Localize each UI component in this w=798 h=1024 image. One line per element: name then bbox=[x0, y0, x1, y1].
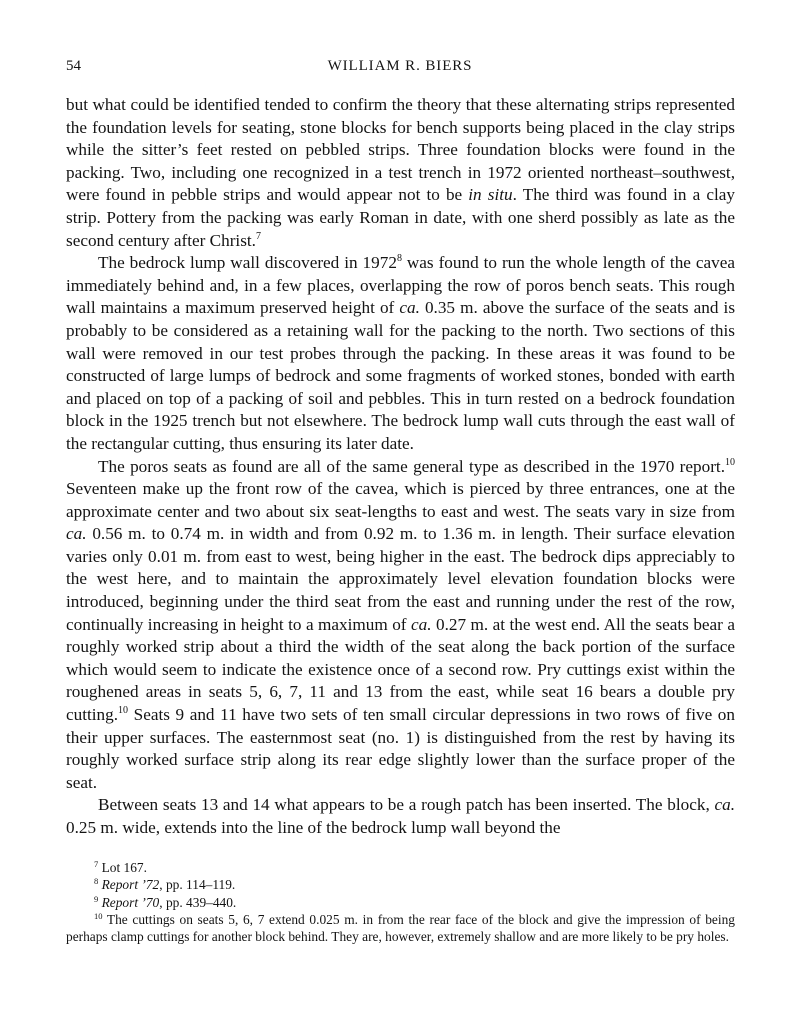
p3-text-b: Seventeen make up the front row of the cavea, which is pierced by three entrances, one at the approximate center and two about six seat-lengths to east and west. The seats vary in size from bbox=[66, 479, 735, 521]
footnote-9 bbox=[66, 894, 735, 911]
footnotes bbox=[66, 859, 735, 945]
p1-text-b: . The third was found in a clay strip. Pottery from the packing was early Roman in date, with one sherd possibly as late as the second century after Christ. bbox=[66, 185, 736, 250]
footnote-ref-10[interactable]: 10 bbox=[118, 705, 129, 717]
footnote-ref-9[interactable]: 10 bbox=[725, 456, 735, 468]
paragraph-2 bbox=[66, 252, 735, 455]
p2-text-a: The bedrock lump wall discovered in 1972 bbox=[98, 253, 397, 273]
p3-text-d: 0.27 m. at the west end. All the seats bear a roughly worked strip about a third the width of the seat along the back portion of the surface which would seem to indicate the existence once of a second row. Pry cuttings exist within the roughened areas in seats 5, 6, 7, 11 and 13 from the east, while seat 16 bears a double pry cutting. bbox=[66, 614, 735, 725]
footnote-7-text: Lot 167. bbox=[98, 860, 147, 875]
footnote-7-number: 7 bbox=[94, 859, 99, 869]
running-head: WILLIAM R. BIERS bbox=[327, 58, 473, 74]
p3-italic-ca-2: ca. bbox=[411, 614, 432, 634]
p2-text-b: was found to run the whole length of the cavea immediately behind and, in a few places, overlapping the row of poros bench seats. This rough wall maintains a maximum preserved height of bbox=[66, 253, 735, 318]
p3-text-a: The poros seats as found are all of the same general type as described in the 1970 report. bbox=[98, 456, 725, 476]
footnote-9-title: Report ’70 bbox=[101, 894, 160, 910]
footnote-ref-7[interactable]: 7 bbox=[255, 230, 261, 242]
footnote-7 bbox=[66, 859, 735, 876]
footnote-8-text: , pp. 114–119. bbox=[159, 877, 236, 893]
body-text bbox=[66, 94, 735, 840]
p4-text-a: Between seats 13 and 14 what appears to be a rough patch has been inserted. The block, bbox=[98, 795, 715, 815]
p1-text-a: but what could be identified tended to confirm the theory that these alternating strips represented the foundation levels for seating, stone blocks for bench supports being placed in the clay strips while the sitter’s feet rested on pebbled strips. Three foundation blocks were found in the packing. Two, including one recognized in a test trench in 1972 oriented northeast–southwest, were found in pebble strips and would appear not to be bbox=[66, 95, 735, 205]
p1-italic-in-situ: in situ bbox=[468, 185, 513, 205]
page-header bbox=[66, 58, 734, 78]
footnote-ref-8[interactable]: 8 bbox=[396, 253, 402, 265]
p2-italic-ca: ca. bbox=[399, 298, 420, 318]
paragraph-4 bbox=[66, 794, 735, 839]
footnote-8-number: 8 bbox=[94, 876, 99, 887]
p4-italic-ca: ca. bbox=[714, 795, 735, 815]
p3-italic-ca-1: ca. bbox=[66, 524, 87, 544]
footnote-10 bbox=[66, 911, 735, 946]
footnote-10-text: The cuttings on seats 5, 6, 7 extend 0.025 m. in from the rear face of the block and give the impression of being perhaps clamp cuttings for another block behind. They are, however, extremely shallow and are more likely to be pry holes. bbox=[66, 911, 735, 945]
footnote-9-text: , pp. 439–440. bbox=[159, 894, 237, 910]
p3-text-c: 0.56 m. to 0.74 m. in width and from 0.92 m. to 1.36 m. in length. Their surface elevation varies only 0.01 m. from east to west, being higher in the east. The bedrock dips appreciably to the west here, and to maintain the approximately level elevation foundation blocks were introduced, beginning under the third seat from the east and running under the rest of the row, continually increasing in height to a maximum of bbox=[66, 524, 735, 634]
p2-text-c: 0.35 m. above the surface of the seats and is probably to be considered as a retaining wall for the packing to the north. Two sections of this wall were removed in our test probes through the packing. In these areas it was found to be constructed of large lumps of bedrock and some fragments of worked stones, bonded with earth and placed on top of a packing of soil and pebbles. This in turn rested on a bedrock foundation block in the 1925 trench but not elsewhere. The bedrock lump wall cuts through the east wall of the rectangular cutting, thus ensuring its later date. bbox=[66, 298, 736, 453]
paragraph-3 bbox=[66, 456, 735, 795]
p3-text-e: Seats 9 and 11 have two sets of ten small circular depressions in two rows of five on their upper surfaces. The easternmost seat (no. 1) is distinguished from the rest by having its roughly worked surface strip along its rear edge slightly lower than the surface proper of the seat. bbox=[66, 705, 735, 792]
footnote-9-number: 9 bbox=[94, 893, 99, 904]
footnote-8-title: Report ’72 bbox=[101, 877, 160, 893]
footnote-10-number: 10 bbox=[94, 910, 103, 921]
paragraph-1 bbox=[66, 94, 735, 252]
page-number: 54 bbox=[66, 58, 81, 74]
footnote-8 bbox=[66, 876, 735, 893]
p4-text-b: 0.25 m. wide, extends into the line of the bedrock lump wall beyond the bbox=[66, 818, 561, 837]
